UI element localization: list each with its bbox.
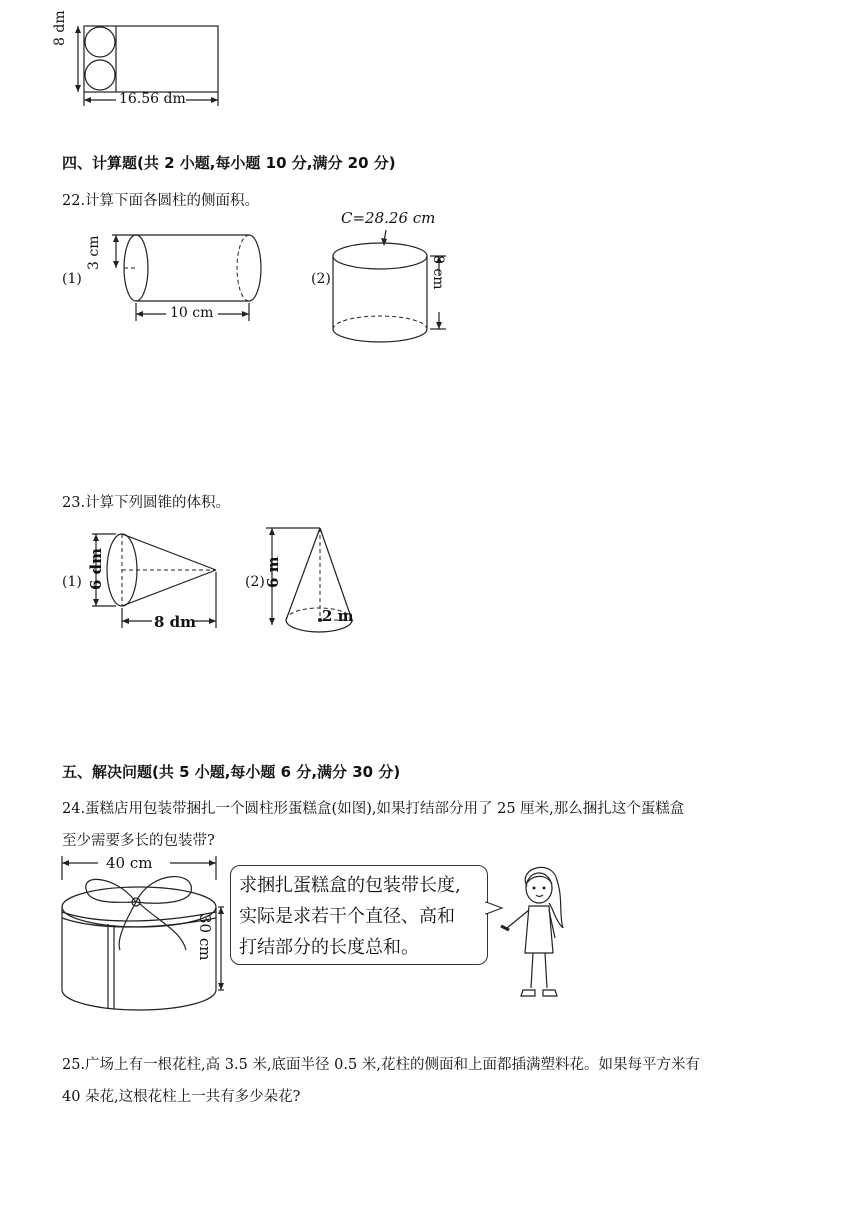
question-25-line-1: 25.广场上有一根花柱,高 3.5 米,底面半径 0.5 米,花柱的侧面和上面都插满塑料花。如果每平方米有 <box>62 1057 700 1073</box>
hint-speech-bubble <box>230 865 488 965</box>
q23-fig2-height-text: 6 m <box>264 556 282 588</box>
q22-fig2-height-label <box>430 255 446 289</box>
question-23-text: 23.计算下列圆锥的体积。 <box>62 495 231 511</box>
section-4-title: 四、计算题(共 2 小题,每小题 10 分,满分 20 分) <box>62 154 396 172</box>
height-label-text: 8 dm <box>52 10 68 46</box>
width-label: 16.56 dm <box>119 91 186 107</box>
question-25-line-2: 40 朵花,这根花柱上一共有多少朵花? <box>62 1089 301 1105</box>
hint-line-3: 打结部分的长度总和。 <box>239 937 419 958</box>
q22-fig2-height-text: 8 cm <box>430 255 446 290</box>
question-24-line-2: 至少需要多长的包装带? <box>62 833 215 849</box>
q23-fig2-index: (2) <box>245 574 265 590</box>
q24-height-text: 30 cm <box>196 914 214 961</box>
hint-line-2: 实际是求若干个直径、高和 <box>239 906 455 927</box>
section-5-title: 五、解决问题(共 5 小题,每小题 6 分,满分 30 分) <box>62 763 401 781</box>
q23-fig1-height-label: 8 dm <box>154 613 197 631</box>
q23-fig1-diameter-text: 6 dm <box>87 547 105 590</box>
q22-fig1-radius-label <box>86 236 102 270</box>
q23-fig1-diameter-label <box>87 548 105 590</box>
question-24-line-1: 24.蛋糕店用包装带捆扎一个圆柱形蛋糕盒(如图),如果打结部分用了 25 厘米,那么捆扎这个蛋糕盒 <box>62 801 685 817</box>
q22-fig1-length-label: 10 cm <box>170 305 214 321</box>
q22-fig2-index: (2) <box>311 271 331 287</box>
q22-fig1-index: (1) <box>62 271 82 287</box>
q24-diameter-label: 40 cm <box>106 854 153 872</box>
q22-fig1-radius-text: 3 cm <box>86 235 102 270</box>
q24-height-label <box>196 914 214 960</box>
q23-fig2-radius-label: 2 m <box>322 607 354 625</box>
q23-fig1-index: (1) <box>62 574 82 590</box>
q23-fig2-height-label <box>264 556 282 588</box>
q22-fig2-circumference-text: C=28.26 cm <box>341 209 436 227</box>
question-22-text: 22.计算下面各圆柱的侧面积。 <box>62 193 260 209</box>
hint-line-1: 求捆扎蛋糕盒的包装带长度, <box>239 875 461 896</box>
height-label <box>52 10 68 46</box>
girl-character-illustration <box>497 858 577 1003</box>
